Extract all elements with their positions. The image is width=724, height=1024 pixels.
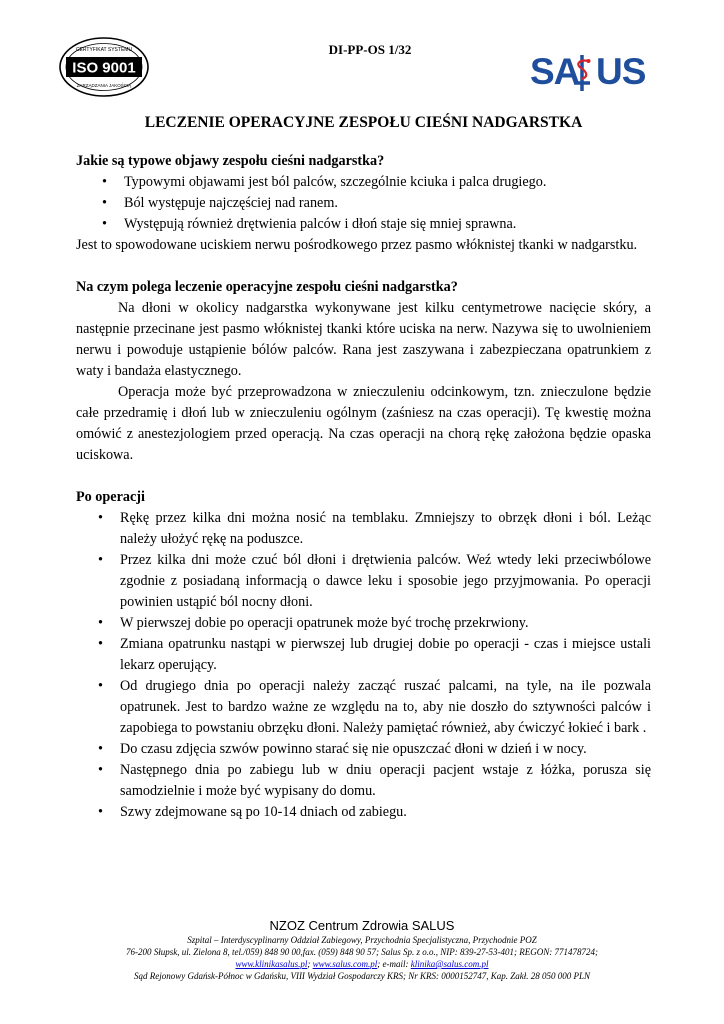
- website-link-klinikasalus[interactable]: www.klinikasalus.pl: [235, 959, 308, 969]
- list-item: • W pierwszej dobie po operacji opatrunek może być trochę przekrwiony.: [76, 613, 651, 634]
- bullet-icon: •: [98, 636, 103, 652]
- bullet-icon: •: [102, 174, 107, 190]
- document-code: DI-PP-OS 1/32: [328, 42, 412, 57]
- bullet-icon: •: [98, 552, 103, 568]
- list-item: • Od drugiego dnia po operacji należy zacząć ruszać palcami, na tyle, na ile pozwala opatrunek. Jest to bardzo ważne ze względu na to, aby nie doszło do sztywności palców i zapobiega to powstaniu obrzęku dłoni. Należy pamiętać również, aby ćwiczyć łokieć i bark .: [98, 678, 651, 736]
- symptoms-cause-paragraph: Jest to spowodowane uciskiem nerwu pośrodkowego przez pasmo włóknistej tkanki w nadgarstku.: [76, 237, 638, 253]
- list-item: • Przez kilka dni może czuć ból dłoni i drętwienia palców. Weź wtedy leki przeciwbólowe zgodnie z posiadaną informacją o dawce leku i sposobie jego przyjmowania. Po operacji powinien ustąpić ból nocny dłoni.: [98, 552, 651, 610]
- list-item: • Szwy zdejmowane są po 10-14 dniach od zabiegu.: [76, 802, 651, 823]
- iso-bottom-text: ZARZĄDZANIA JAKOŚCIĄ: [76, 83, 132, 88]
- iso-top-text: CERTYFIKAT SYSTEMU: [75, 47, 133, 53]
- list-item: • Następnego dnia po zabiegu lub w dniu operacji pacjent wstaje z łóżka, porusza się samodzielnie i może być wypisany do domu.: [98, 762, 651, 799]
- salus-logo: [530, 50, 655, 96]
- bullet-icon: •: [98, 615, 103, 631]
- section-heading-treatment: Na czym polega leczenie operacyjne zespołu cieśni nadgarstka?: [76, 279, 458, 295]
- iso-main-text: ISO 9001: [72, 59, 136, 77]
- bullet-icon: •: [98, 762, 103, 778]
- document-content: [76, 151, 651, 823]
- email-link[interactable]: klinika@salus.com.pl: [410, 959, 489, 969]
- footer-contact-line: www.klinikasalus.pl; www.salus.com.pl; e-mail: klinika@salus.com.pl: [235, 959, 489, 969]
- section-heading-symptoms: Jakie są typowe objawy zespołu cieśni nadgarstka?: [76, 153, 385, 169]
- list-item: • Rękę przez kilka dni można nosić na temblaku. Zmniejszy to obrzęk dłoni i ból. Leżąc należy ułożyć rękę na poduszce.: [98, 510, 651, 547]
- treatment-paragraph: Na dłoni w okolicy nadgarstka wykonywane jest kilku centymetrowe nacięcie skóry, a następnie przecinane jest pasmo włóknistej tkanki które uciska na nerw. Nazywa się to uwolnieniem nerwu i powoduje ustąpienie bólów palców. Rana jest zaszywana i zabezpieczana opatrunkiem z waty i bandaża elastycznego.: [76, 300, 651, 379]
- bullet-icon: •: [98, 804, 103, 820]
- footer-center-name: NZOZ Centrum Zdrowia SALUS: [269, 918, 455, 933]
- salus-logo-text-right: US: [596, 51, 646, 92]
- document-title: LECZENIE OPERACYJNE ZESPOŁU CIEŚNI NADGARSTKA: [144, 114, 583, 131]
- list-item: • Zmiana opatrunku nastąpi w pierwszej lub drugiej dobie po operacji - czas i miejsce ustali lekarz operujący.: [98, 636, 651, 673]
- footer-court-registry-line: Sąd Rejonowy Gdańsk-Północ w Gdańsku, VIII Wydział Gospodarczy KRS; Nr KRS: 0000152747, Kap. Zakł. 28 050 000 PLN: [133, 971, 591, 981]
- bullet-icon: •: [98, 678, 103, 694]
- section-heading-after-surgery: Po operacji: [76, 489, 145, 505]
- document-footer: [60, 918, 664, 982]
- salus-logo-text-left: SA: [530, 51, 580, 92]
- list-item: • Do czasu zdjęcia szwów powinno starać się nie opuszczać dłoni w dzień i w nocy.: [76, 739, 651, 760]
- website-link-salus[interactable]: www.salus.com.pl: [312, 959, 378, 969]
- anesthesia-paragraph: Operacja może być przeprowadzona w znieczuleniu odcinkowym, tzn. znieczulone będzie całe przedramię i dłoń lub w znieczuleniu ogólnym (zaśniesz na czas operacji). Tę kwestię można omówić z anestezjologiem przed operacją. Na czas operacji na chorą rękę założona będzie opaska uciskowa.: [76, 384, 651, 463]
- footer-services-line: Szpital – Interdyscyplinarny Oddział Zabiegowy, Przychodnia Specjalistyczna, Przychodnie POZ: [187, 935, 537, 945]
- footer-address-line: 76-200 Słupsk, ul. Zielona 8, tel./059) 848 90 00,fax. (059) 848 90 57; Salus Sp. z o.o., NIP: 839-27-53-401; REGON: 771478724;: [126, 947, 598, 957]
- after-surgery-list: [76, 508, 651, 823]
- bullet-icon: •: [102, 195, 107, 211]
- symptoms-list: [76, 172, 651, 235]
- bullet-icon: •: [98, 741, 103, 757]
- bullet-icon: •: [98, 510, 103, 526]
- list-item: • Typowymi objawami jest ból palców, szczególnie kciuka i palca drugiego.: [76, 172, 651, 193]
- list-item: • Występują również drętwienia palców i dłoń staje się mniej sprawna.: [76, 214, 651, 235]
- iso-certificate-seal-icon: [58, 36, 150, 98]
- list-item: • Ból występuje najczęściej nad ranem.: [76, 193, 651, 214]
- caduceus-icon: [567, 53, 597, 93]
- bullet-icon: •: [102, 216, 107, 232]
